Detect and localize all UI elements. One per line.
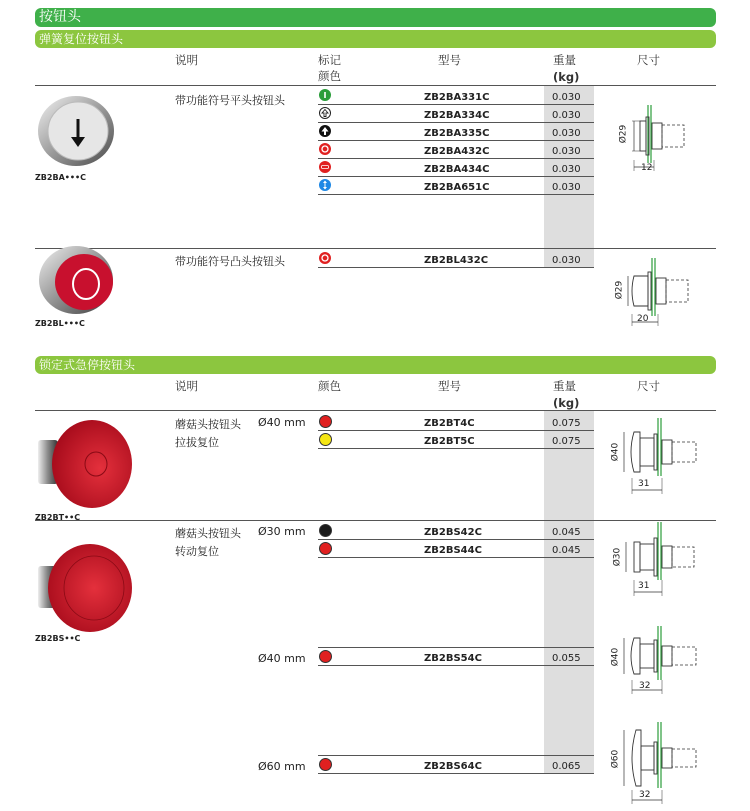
- row-rule: [318, 122, 594, 123]
- product-label: ZB2BS••C: [35, 634, 81, 643]
- col-model-header: 型号: [438, 379, 461, 393]
- red-color-swatch: [319, 542, 332, 555]
- col-weight-header: 重量: [553, 379, 576, 393]
- weight-value: 0.030: [552, 255, 581, 266]
- page-title: 按钮头: [39, 9, 81, 25]
- row-rule: [318, 773, 594, 774]
- weight-value: 0.030: [552, 128, 581, 139]
- product-label: ZB2BL•••C: [35, 319, 85, 328]
- weight-value: 0.030: [552, 146, 581, 157]
- row-rule: [318, 267, 594, 268]
- product-desc: 带功能符号平头按钮头: [175, 94, 285, 107]
- product-desc: 蘑菇头按钮头: [175, 418, 241, 431]
- dimension-length: 32: [639, 790, 651, 800]
- head-size: Ø30 mm: [258, 525, 306, 538]
- dimension-diameter: Ø29: [618, 124, 629, 144]
- row-rule: [318, 430, 594, 431]
- product-separator: [35, 248, 716, 249]
- weight-value: 0.045: [552, 527, 581, 538]
- red-color-swatch: [319, 650, 332, 663]
- dimension-drawing-zb2bs-30: [610, 522, 702, 602]
- row-rule: [318, 158, 594, 159]
- weight-value: 0.075: [552, 436, 581, 447]
- product-label: ZB2BT••C: [35, 513, 81, 522]
- model-number: ZB2BS64C: [424, 761, 482, 772]
- power-on-symbol-icon: [319, 89, 331, 101]
- col-weight-unit: (kg): [553, 396, 580, 410]
- dimension-diameter: Ø40: [610, 442, 621, 462]
- dimension-diameter: Ø40: [610, 647, 621, 667]
- col-desc-header: 说明: [175, 379, 198, 393]
- dimension-length: 31: [638, 479, 650, 489]
- col-color-header: 颜色: [318, 379, 341, 393]
- weight-value: 0.030: [552, 110, 581, 121]
- row-rule: [318, 176, 594, 177]
- head-size: Ø40 mm: [258, 416, 306, 429]
- row-rule: [318, 140, 594, 141]
- dimension-length: 31: [638, 581, 650, 591]
- col-dim-header: 尺寸: [637, 53, 660, 67]
- model-number: ZB2BA331C: [424, 92, 490, 103]
- row-rule: [318, 557, 594, 558]
- col-desc-header: 说明: [175, 53, 198, 67]
- product-desc: 带功能符号凸头按钮头: [175, 255, 285, 268]
- model-number: ZB2BT4C: [424, 418, 475, 429]
- stop-symbol-icon: [319, 161, 331, 173]
- model-number: ZB2BA434C: [424, 164, 490, 175]
- black-color-swatch: [319, 524, 332, 537]
- section1-header-rule: [35, 85, 716, 86]
- model-number: ZB2BS54C: [424, 653, 482, 664]
- arrow-up-solid-icon: [319, 125, 331, 137]
- section1-header-bar: [35, 30, 716, 48]
- weight-value: 0.030: [552, 164, 581, 175]
- dimension-drawing-zb2bs-40: [608, 626, 703, 696]
- model-number: ZB2BL432C: [424, 255, 489, 266]
- row-rule: [318, 448, 594, 449]
- product-label: ZB2BA•••C: [35, 173, 86, 182]
- red-color-swatch: [319, 758, 332, 771]
- col-model-header: 型号: [438, 53, 461, 67]
- col-weight-header: 重量: [553, 53, 576, 67]
- model-number: ZB2BA335C: [424, 128, 490, 139]
- section1-header: 弹簧复位按钮头: [39, 32, 124, 46]
- head-size: Ø40 mm: [258, 652, 306, 665]
- dimension-diameter: Ø60: [610, 749, 621, 769]
- power-off-symbol-icon: [319, 252, 331, 264]
- row-rule: [318, 665, 594, 666]
- page-title-bar: [35, 8, 716, 27]
- dimension-drawing-zb2bt: [608, 418, 703, 496]
- product-desc-reset: 拉拔复位: [175, 436, 219, 449]
- dimension-length: 20: [637, 314, 649, 324]
- model-number: ZB2BS42C: [424, 527, 482, 538]
- row-rule: [318, 539, 594, 540]
- dimension-diameter: Ø30: [612, 547, 623, 567]
- model-number: ZB2BA334C: [424, 110, 490, 121]
- power-off-symbol-icon: [319, 143, 331, 155]
- model-number: ZB2BA651C: [424, 182, 490, 193]
- arrow-up-outline-icon: [319, 107, 331, 119]
- row-rule: [318, 194, 594, 195]
- dimension-drawing-zb2bs-60: [608, 722, 703, 806]
- red-color-swatch: [319, 415, 332, 428]
- weight-value: 0.030: [552, 182, 581, 193]
- group-separator: [35, 520, 716, 521]
- dimension-length: 32: [639, 681, 651, 691]
- product-photo-zb2ba: [36, 95, 116, 170]
- row-rule: [318, 104, 594, 105]
- product-photo-zb2bl: [36, 240, 116, 315]
- row-rule: [318, 647, 594, 648]
- col-marking-header-2: 颜色: [318, 69, 341, 83]
- dimension-diameter: Ø29: [614, 280, 625, 300]
- section2-header: 锁定式急停按钮头: [39, 358, 136, 372]
- section2-header-rule: [35, 410, 716, 411]
- product-desc-reset: 转动复位: [175, 545, 219, 558]
- model-number: ZB2BS44C: [424, 545, 482, 556]
- model-number: ZB2BT5C: [424, 436, 475, 447]
- product-desc: 蘑菇头按钮头: [175, 527, 241, 540]
- col-marking-header: 标记: [318, 53, 341, 67]
- weight-value: 0.065: [552, 761, 581, 772]
- yellow-color-swatch: [319, 433, 332, 446]
- product-photo-zb2bs: [36, 542, 132, 634]
- arrows-updown-blue-icon: [319, 179, 331, 191]
- product-photo-zb2bt: [36, 418, 132, 510]
- weight-value: 0.055: [552, 653, 581, 664]
- head-size: Ø60 mm: [258, 760, 306, 773]
- section2-header-bar: [35, 356, 716, 374]
- model-number: ZB2BA432C: [424, 146, 490, 157]
- weight-value: 0.030: [552, 92, 581, 103]
- weight-value: 0.045: [552, 545, 581, 556]
- dimension-drawing-zb2bl: [614, 258, 699, 328]
- row-rule: [318, 755, 594, 756]
- weight-value: 0.075: [552, 418, 581, 429]
- dimension-length: 12: [641, 163, 653, 173]
- col-weight-unit: (kg): [553, 70, 580, 84]
- col-dim-header: 尺寸: [637, 379, 660, 393]
